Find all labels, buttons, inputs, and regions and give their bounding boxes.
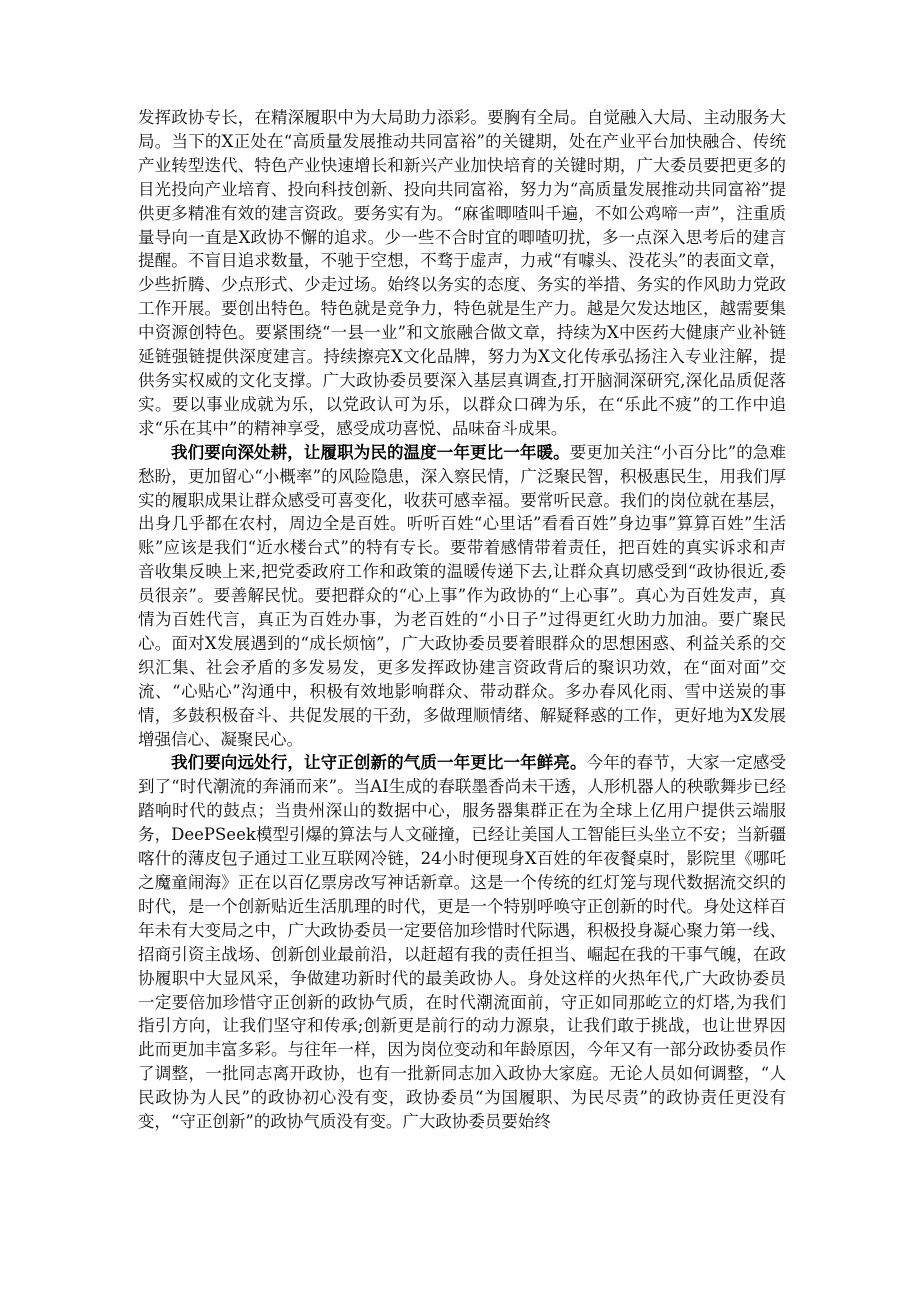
paragraph-1 bbox=[138, 106, 786, 441]
document-body bbox=[138, 106, 786, 1134]
paragraph-3-text: 今年的春节，大家一定感受到了“时代潮流的奔涌而来”。当AI生成的春联墨香尚未干透，人形机器人的秧歌舞步已经踏响时代的鼓点；当贵州深山的数据中心，服务器集群正在为全球上亿用户提供云端服务，DeePSeek模型引爆的算法与人文碰撞，已经让美国人工智能巨头坐立不安；当新疆喀什的薄皮包子通过工业互联网冷链，24小时便现身X百姓的年夜餐桌时，影院里《哪吒之魔童闹海》正在以百亿票房改写神话新章。这是一个传统的红灯笼与现代数据流交织的时代，是一个创新贴近生活肌理的时代，更是一个特别呼唤守正创新的时代。身处这样百年未有大变局之中，广大政协委员一定要倍加珍惜时代际遇，积极投身凝心聚力第一线、招商引资主战场、创新创业最前沿，以赶超有我的责任担当、崛起在我的干事气魄，在政协履职中大显风采，争做建功新时代的最美政协人。身处这样的火热年代,广大政协委员一定要倍加珍惜守正创新的政协气质，在时代潮流面前，守正如同那屹立的灯塔,为我们指引方向，让我们坚守和传承;创新更是前行的动力源泉，让我们敢于挑战，也让世界因此而更加丰富多彩。与往年一样，因为岗位变动和年龄原因，今年又有一部分政协委员作了调整，一批同志离开政协，也有一批新同志加入政协大家庭。无论人员如何调整，“人民政协为人民”的政协初心没有变，政协委员“为国履职、为民尽责”的政协责任更没有变，“守正创新”的政协气质没有变。广大政协委员要始终 bbox=[138, 753, 786, 1132]
paragraph-3-lead: 我们要向远处行，让守正创新的气质一年更比一年鲜亮。 bbox=[171, 753, 587, 773]
paragraph-2-text: 要更加关注“小百分比”的急难愁盼，更加留心“小概率”的风险隐患，深入察民情，广泛聚民智，积极惠民生，用我们厚实的履职成果让群众感受可喜变化，收获可感幸福。要常听民意。我们的岗位就在基层，出身几乎都在农村，周边全是百姓。听听百姓“心里话”看看百姓”身边事”算算百姓”生活账”应该是我们“近水楼台式”的特有专长。要带着感情带着责任，把百姓的真实诉求和声音收集反映上来,把党委政府工作和政策的温暖传递下去,让群众真切感受到“政协很近,委员很亲”。要善解民忧。要把群众的“心上事”作为政协的“上心事”。真心为百姓发声，真情为百姓代言，真正为百姓办事，为老百姓的“小日子”过得更红火助力加油。要广聚民心。面对X发展遇到的“成长烦恼”，广大政协委员要着眼群众的思想困惑、利益关系的交织汇集、社会矛盾的多发易发，更多发挥政协建言资政背后的聚识功效，在“面对面”交流、“心贴心”沟通中，积极有效地影响群众、带动群众。多办春风化雨、雪中送炭的事情，多鼓积极奋斗、共促发展的干劲，多做理顺情绪、解疑释惑的工作，更好地为X发展增强信心、凝聚民心。 bbox=[138, 442, 787, 749]
paragraph-1-text: 发挥政协专长，在精深履职中为大局助力添彩。要胸有全局。自觉融入大局、主动服务大局。当下的X正处在“高质量发展推动共同富裕”的关键期，处在产业平台加快融合、传统产业转型迭代、特色产业快速增长和新兴产业加快培育的关键时期，广大委员要把更多的目光投向产业培育、投向科技创新、投向共同富裕，努力为“高质量发展推动共同富裕”提供更多精准有效的建言资政。要务实有为。“麻雀唧喳叫千遍，不如公鸡啼一声”，注重质量导向一直是X政协不懈的追求。少一些不合时宜的唧喳叨扰，多一点深入思考后的建言提醒。不盲目追求数量，不驰于空想，不骛于虚声，力戒“有噱头、没花头”的表面文章，少些折腾、少点形式、少走过场。始终以务实的态度、务实的举措、务实的作风助力党政工作开展。要创出特色。特色就是竞争力，特色就是生产力。越是欠发达地区，越需要集中资源创特色。要紧围绕“一县一业”和文旅融合做文章，持续为X中医药大健康产业补链延链强链提供深度建言。持续擦亮X文化品牌，努力为X文化传承弘扬注入专业注解，提供务实权威的文化支撑。广大政协委员要深入基层真调查,打开脑洞深研究,深化品质促落实。要以事业成就为乐，以党政认可为乐，以群众口碑为乐，在“乐此不疲”的工作中追求“乐在其中”的精神享受，感受成功喜悦、品味奋斗成果。 bbox=[138, 108, 786, 438]
paragraph-2 bbox=[138, 441, 786, 752]
paragraph-3 bbox=[138, 751, 786, 1134]
paragraph-2-lead: 我们要向深处耕，让履职为民的温度一年更比一年暖。 bbox=[171, 442, 570, 462]
